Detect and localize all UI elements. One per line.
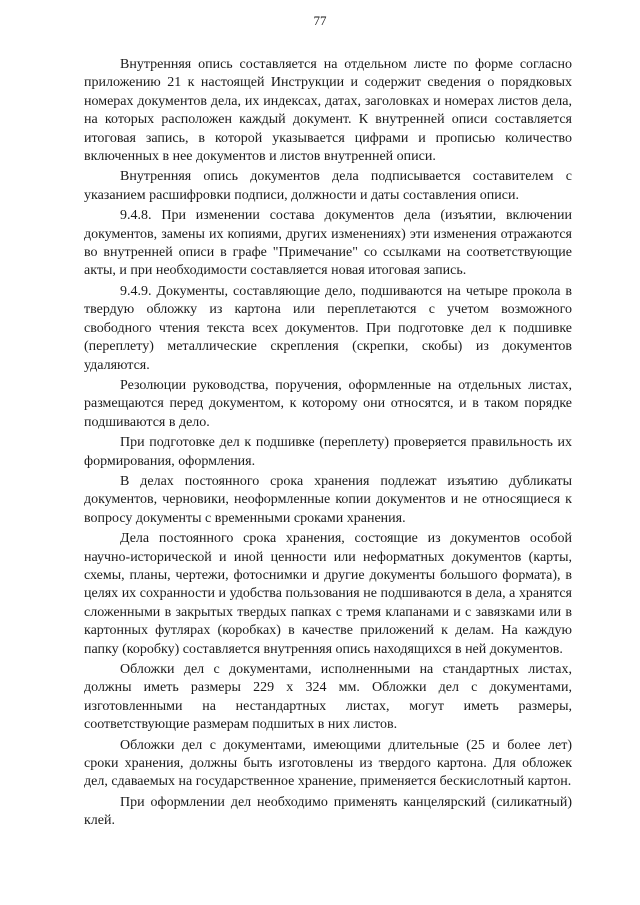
page-number: 77 [313,13,327,28]
paragraph-resolutions: Резолюции руководства, поручения, оформленные на отдельных листах, размещаются перед документом, к которому они относятся, и в таком порядке подшиваются в дело. [84,377,572,430]
paragraph-9-4-8: 9.4.8. При изменении состава документов дела (изъятии, включении документов, замены их копиями, других изменениях) эти изменения отражаются во внутренней описи в графе "Примечание" со ссылками на соответствующие акты, и при необходимости составляется новая итоговая запись. [84,208,572,279]
paragraph-duplicates: В делах постоянного срока хранения подлежат изъятию дубликаты документов, черновики, неоформленные копии документов и не относящиеся к вопросу документы с временными сроками хранения. [84,473,572,526]
paragraph-cover-cardboard: Обложки дел с документами, имеющими длительные (25 и более лет) сроки хранения, должны быть изготовлены из твердого картона. Для обложек дел, сдаваемых на государственное хранение, применяется бескислотный картон. [84,737,572,790]
paragraph-inventory-signature: Внутренняя опись документов дела подписывается составителем с указанием расшифровки подписи, должности и даты составления описи. [84,169,572,203]
paragraph-internal-inventory: Внутренняя опись составляется на отдельном листе по форме согласно приложению 21 к настоящей Инструкции и содержит сведения о порядковых номерах документов дела, их индексах, датах, заголовках и номерах листов дела, на которых расположен каждый документ. К внутренней описи составляется итоговая запись, в которой указывается цифрами и прописью количество включенных в нее документов и листов внутренней описи. [84,57,572,165]
paragraph-9-4-9: 9.4.9. Документы, составляющие дело, подшиваются на четыре прокола в твердую обложку из картона или переплетаются с учетом возможного свободного чтения текста всех документов. При подготовке дел к подшивке (переплету) металлические скрепления (скрепки, скобы) из документов удаляются. [84,283,572,373]
paragraph-glue: При оформлении дел необходимо применять канцелярский (силикатный) клей. [84,794,572,829]
paragraph-special-documents: Дела постоянного срока хранения, состоящие из документов особой научно-исторической и иной ценности или неформатных документов (карты, схемы, планы, чертежи, фотоснимки и другие документы большого формата), в целях их сохранности и удобства пользования не подшиваются в дела, а хранятся сложенными в закрытых твердых папках с тремя клапанами и с завязками или в картонных футлярах (коробках) в качестве приложений к делам. На каждую папку (коробку) составляется внутренняя опись находящихся в ней документов. [84,531,572,657]
paragraph-cover-sizes: Обложки дел с документами, исполненными на стандартных листах, должны иметь размеры 229 x 324 мм. Обложки дел с документами, изготовленными на нестандартных листах, могут иметь размеры, соответствующие размерам подшитых в них листов. [84,662,572,733]
paragraph-binding-check: При подготовке дел к подшивке (переплету) проверяется правильность их формирования, оформления. [84,435,572,469]
document-body [84,56,572,833]
